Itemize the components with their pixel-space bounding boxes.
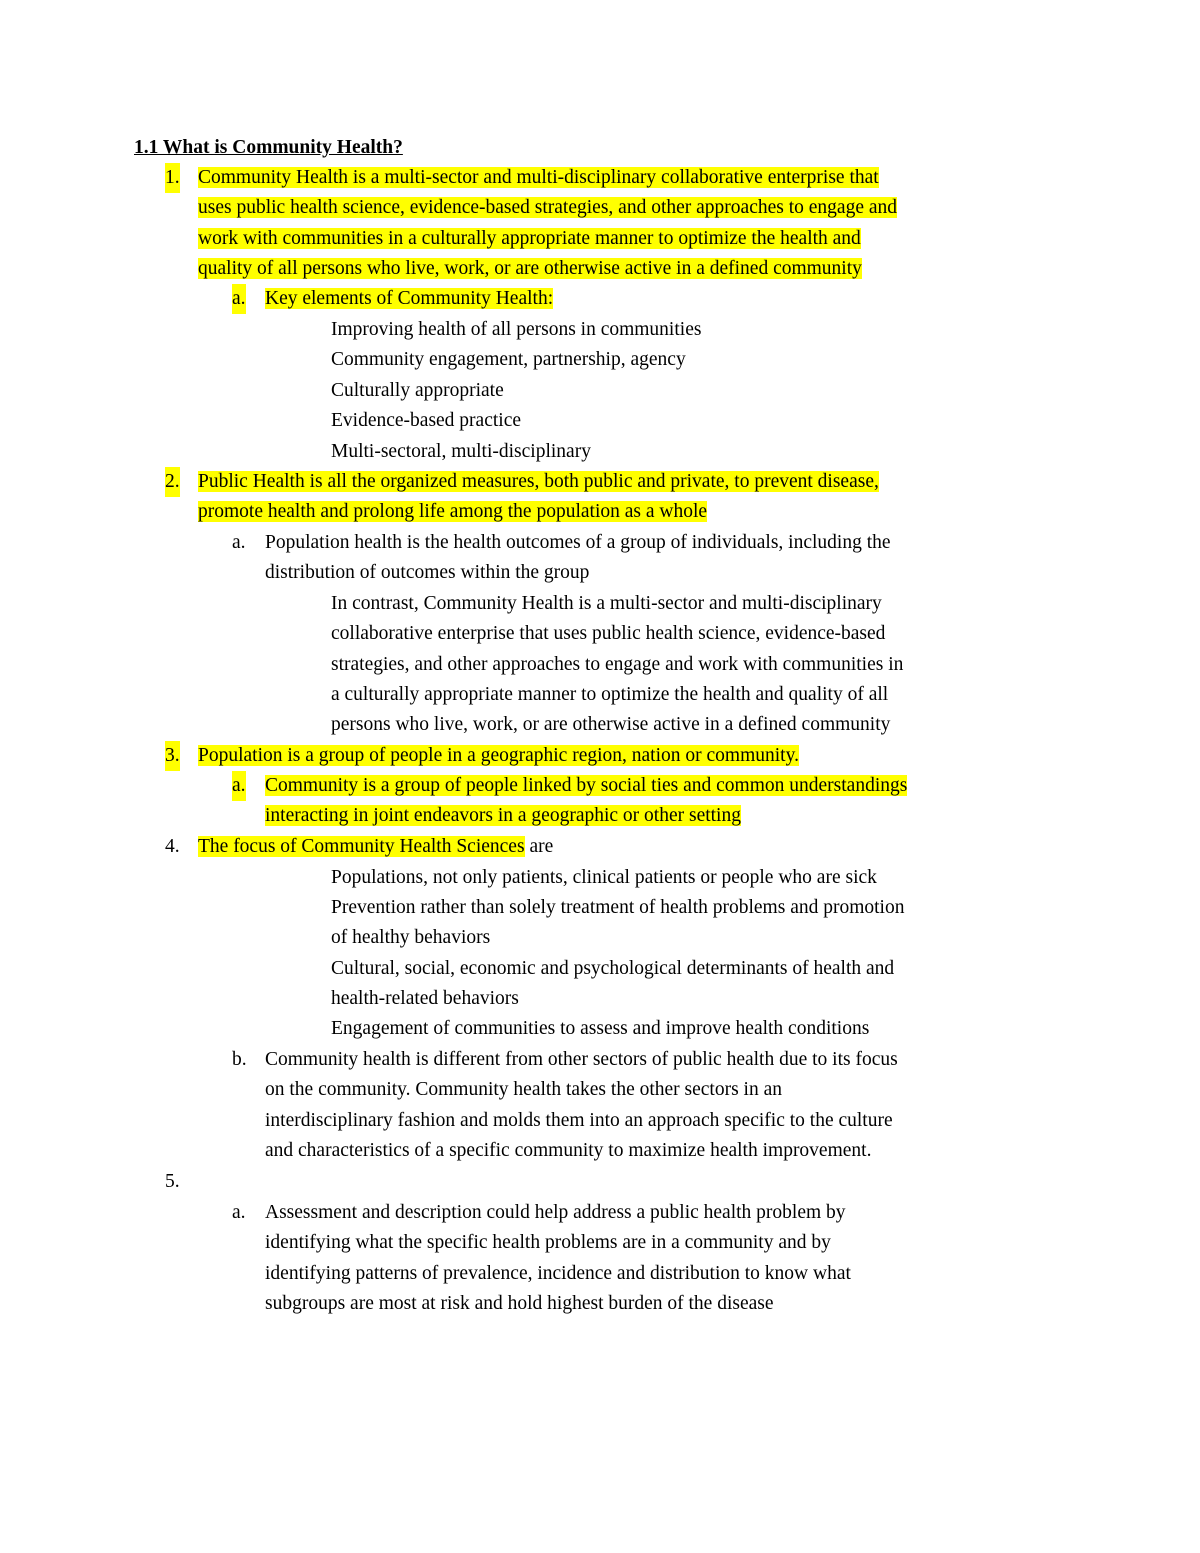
list-marker: a. [232, 771, 246, 801]
list-item-text: Community Health is a multi-sector and multi-disciplinary collaborative enterprise that uses public health science, evidence-based strategies, and other approaches to engage and work with communities in a culturally appropriate manner to optimize the health and quality of all persons who live, work, or are otherwise active in a defined community [198, 167, 898, 279]
list-item-text: Key elements of Community Health: [265, 288, 554, 309]
list-item-text: Engagement of communities to assess and improve health conditions [331, 1018, 870, 1039]
list-marker: a. [232, 532, 246, 553]
list-marker: a. [232, 1202, 246, 1223]
list-marker: 3. [165, 741, 180, 771]
list-item-text: Populations, not only patients, clinical patients or people who are sick [331, 867, 877, 888]
list-item-text: Community is a group of people linked by social ties and common understandings interacting in joint endeavors in a geographic or other setting [265, 775, 908, 827]
list-item-text: Cultural, social, economic and psychological determinants of health and health-related behaviors [331, 958, 895, 1010]
page-title: 1.1 What is Community Health? [134, 137, 403, 158]
list-marker: 5. [165, 1171, 180, 1192]
list-marker: 2. [165, 467, 180, 497]
list-item-text: Population is a group of people in a geographic region, nation or community. [198, 745, 799, 766]
list-item-text: The focus of Community Health Sciences are [198, 836, 554, 857]
list-marker: 1. [165, 163, 180, 193]
list-item-text: Evidence-based practice [331, 410, 522, 431]
list-item-text: Prevention rather than solely treatment of health problems and promotion of healthy behaviors [331, 897, 905, 949]
list-item-text: In contrast, Community Health is a multi-sector and multi-disciplinary collaborative enterprise that uses public health science, evidence-based strategies, and other approaches to engage and work with communities in a culturally appropriate manner to optimize the health and quality of all persons who live, work, or are otherwise active in a defined community [331, 593, 904, 736]
list-marker: 4. [165, 836, 180, 857]
list-marker: a. [232, 284, 246, 314]
list-item-text: Improving health of all persons in communities [331, 319, 702, 340]
list-item-text: Community health is different from other sectors of public health due to its focus on the community. Community health takes the other sectors in an interdisciplinary fashion and molds them into an approach specific to the culture and characteristics of a specific community to maximize health improvement. [265, 1049, 898, 1161]
list-item-text: Multi-sectoral, multi-disciplinary [331, 441, 591, 462]
list-item-text: Assessment and description could help address a public health problem by identifying what the specific health problems are in a community and by identifying patterns of prevalence, incidence and distribution to know what subgroups are most at risk and hold highest burden of the disease [265, 1202, 851, 1314]
list-item-text: Public Health is all the organized measures, both public and private, to prevent disease, promote health and prolong life among the population as a whole [198, 471, 879, 523]
list-item-text: Community engagement, partnership, agency [331, 349, 686, 370]
list-item-text: Population health is the health outcomes of a group of individuals, including the distribution of outcomes within the group [265, 532, 891, 584]
list-marker: b. [232, 1049, 247, 1070]
list-item-text: Culturally appropriate [331, 380, 504, 401]
